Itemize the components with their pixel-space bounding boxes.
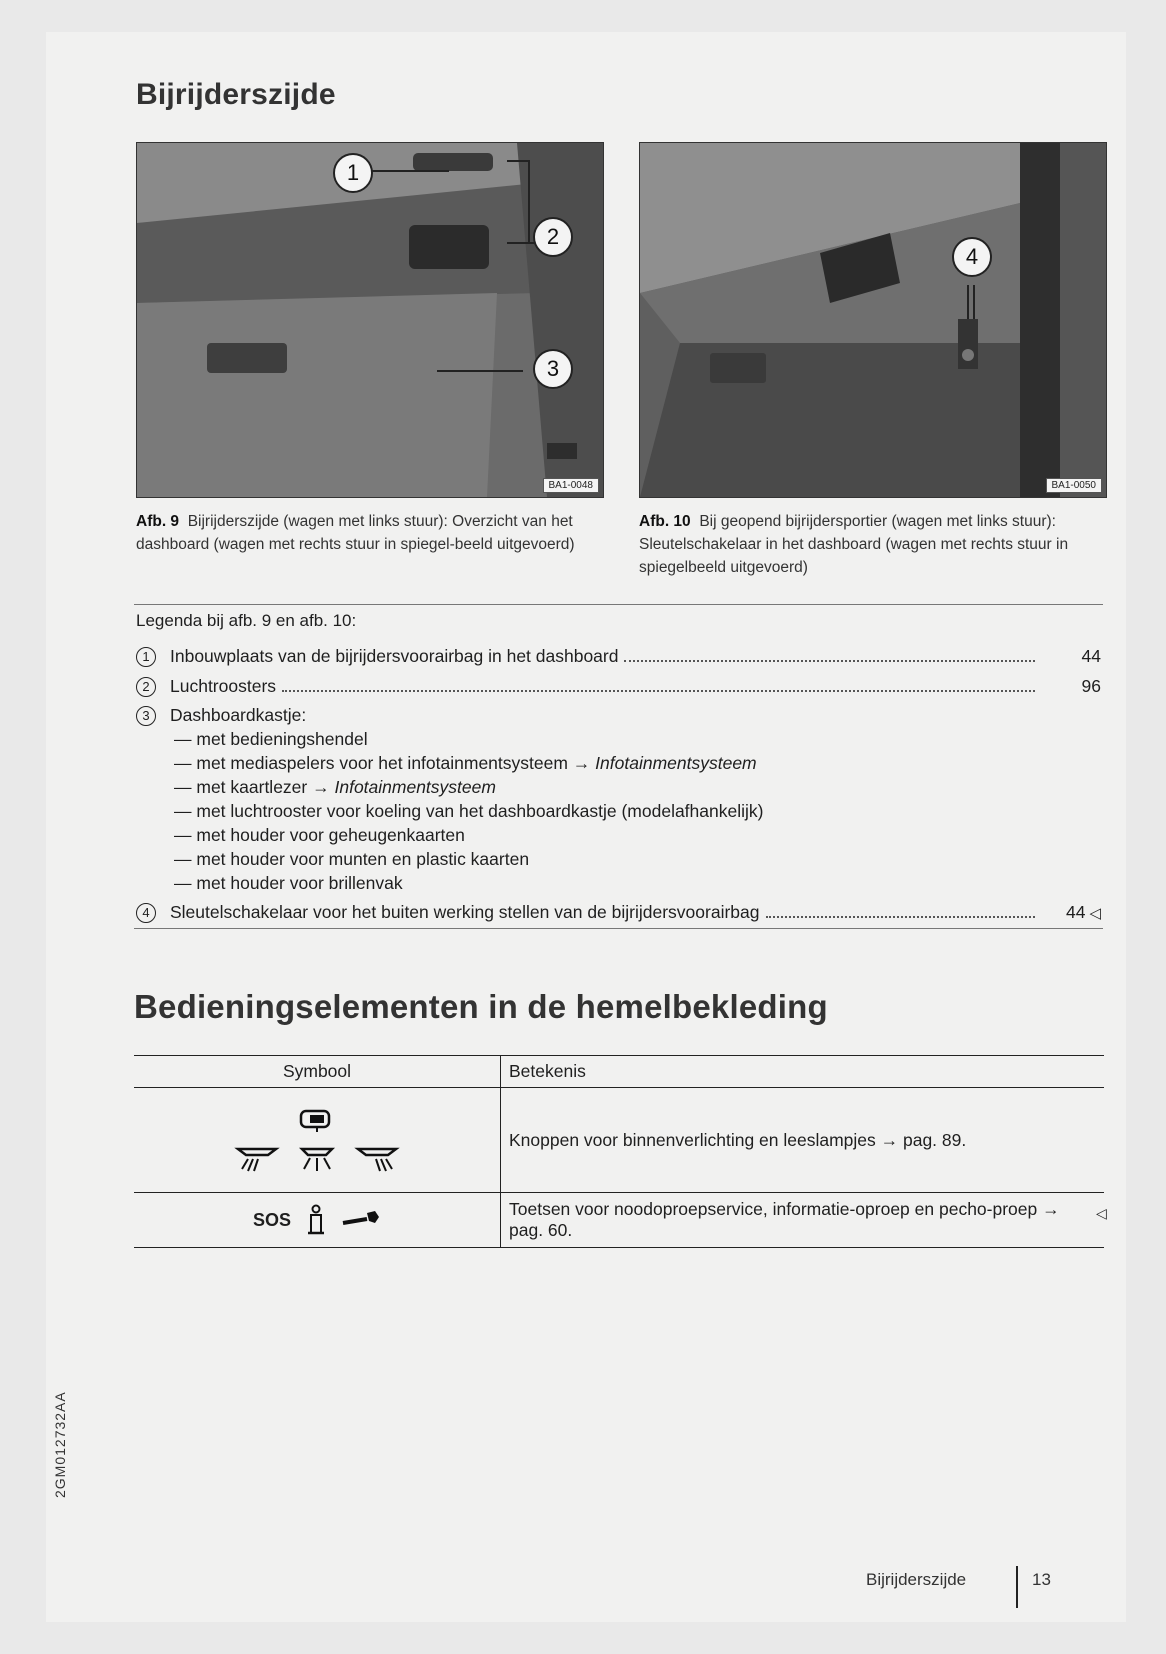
interior-light-symbols: [142, 1107, 492, 1173]
end-marker-icon: ◁: [1089, 905, 1101, 922]
table-row: [134, 1088, 1104, 1193]
legend-number: 3: [136, 706, 156, 726]
legend-number: 1: [136, 647, 156, 667]
legend-text: Dashboardkastje:: [170, 705, 307, 725]
page-number: 13: [1032, 1570, 1051, 1589]
caption-label: Afb. 9: [136, 513, 180, 530]
footer-section-name: Bijrijderszijde: [866, 1570, 967, 1589]
caption-label: Afb. 10: [639, 513, 691, 530]
legend-subitem: — met kaartlezer → Infotainmentsysteem: [174, 777, 496, 797]
caption-text: Bij geopend bijrijdersportier (wagen met links stuur): Sleutelschakelaar in het dashboard (wagen met rechts stuur in spiegelbeeld uitgevoerd): [639, 513, 1069, 576]
cross-reference: Infotainmentsysteem: [595, 753, 757, 773]
sos-icon: SOS: [252, 1209, 291, 1230]
figure-code: BA1-0050: [1046, 478, 1102, 493]
legend-item: [136, 646, 1101, 668]
reading-light-center-icon: [294, 1143, 340, 1173]
column-header-meaning: Betekenis: [501, 1056, 1105, 1088]
meaning-cell: Toetsen voor noodoproepservice, informatie-oproep en pecho-proep → pag. 60.: [501, 1193, 1105, 1248]
meaning-cell: Knoppen voor binnenverlichting en leeslampjes → pag. 89.: [501, 1088, 1105, 1193]
sos-info-service-symbols: [142, 1204, 492, 1236]
figure-9-caption: [136, 510, 606, 556]
leader-dots: [624, 660, 1035, 662]
legend-text: Luchtroosters: [170, 676, 277, 696]
page-ref: 44: [1081, 646, 1101, 666]
legend-subitem: — met luchtrooster voor koeling van het dashboardkastje (modelafhankelijk): [174, 801, 764, 821]
legend-subitem: — met bedieningshendel: [174, 729, 368, 749]
legend-number: 2: [136, 677, 156, 697]
table-row: [134, 1193, 1104, 1248]
legend-number: 4: [136, 903, 156, 923]
legend-item: [136, 676, 1101, 698]
legend-subitem: — met houder voor geheugenkaarten: [174, 825, 465, 845]
callout-3: 3: [533, 349, 573, 389]
interior-light-icon: [297, 1107, 337, 1133]
legend-text: Inbouwplaats van de bijrijdersvoorairbag in het dashboard: [170, 646, 619, 666]
callout-4: 4: [952, 237, 992, 277]
leader-dots: [766, 916, 1036, 918]
cross-reference: Infotainmentsysteem: [334, 777, 496, 797]
document-code: 2GM012732AA: [52, 1391, 68, 1498]
caption-text: Bijrijderszijde (wagen met links stuur): Overzicht van het dashboard (wagen met rechts stuur in spiegel-beeld uitgevoerd): [136, 513, 575, 553]
figure-code: BA1-0048: [543, 478, 599, 493]
legend-subitem: — met mediaspelers voor het infotainmentsysteem → Infotainmentsysteem: [174, 753, 757, 773]
section-title-hemelbekleding: Bedieningselementen in de hemelbekleding: [134, 988, 828, 1025]
door-open-illustration: [640, 143, 1106, 497]
section-title-bijrijderszijde: Bijrijderszijde: [136, 78, 336, 111]
footer-divider: [1016, 1566, 1018, 1608]
dashboard-illustration: [137, 143, 603, 497]
figure-10-caption: [639, 510, 1109, 579]
page-ref: 96: [1081, 676, 1101, 696]
legend-heading: Legenda bij afb. 9 en afb. 10:: [136, 611, 357, 630]
legend-item: [136, 705, 1101, 727]
leader-dots: [282, 690, 1035, 692]
symbol-table: [134, 1055, 1104, 1248]
divider: [134, 604, 1103, 605]
symbol-cell: [134, 1193, 501, 1248]
callout-1: 1: [333, 153, 373, 193]
column-header-symbol: Symbool: [134, 1056, 501, 1088]
reading-light-right-icon: [354, 1143, 400, 1173]
legend-subitem: — met houder voor brillenvak: [174, 873, 403, 893]
figure-9-dashboard-photo: [136, 142, 604, 498]
reading-light-left-icon: [234, 1143, 280, 1173]
figure-10-door-open-photo: [639, 142, 1107, 498]
symbol-cell: [134, 1088, 501, 1193]
end-marker-icon: ◁: [1096, 1205, 1107, 1221]
wrench-icon: [341, 1209, 381, 1231]
info-icon: [305, 1204, 327, 1236]
table-header-row: [134, 1056, 1104, 1088]
legend-subitem: — met houder voor munten en plastic kaarten: [174, 849, 530, 869]
page-ref: 44 ◁: [1065, 902, 1101, 922]
divider: [134, 928, 1103, 929]
callout-2: 2: [533, 217, 573, 257]
legend-item: [136, 902, 1101, 924]
legend-text: Sleutelschakelaar voor het buiten werking stellen van de bijrijdersvoorairbag: [170, 902, 760, 922]
